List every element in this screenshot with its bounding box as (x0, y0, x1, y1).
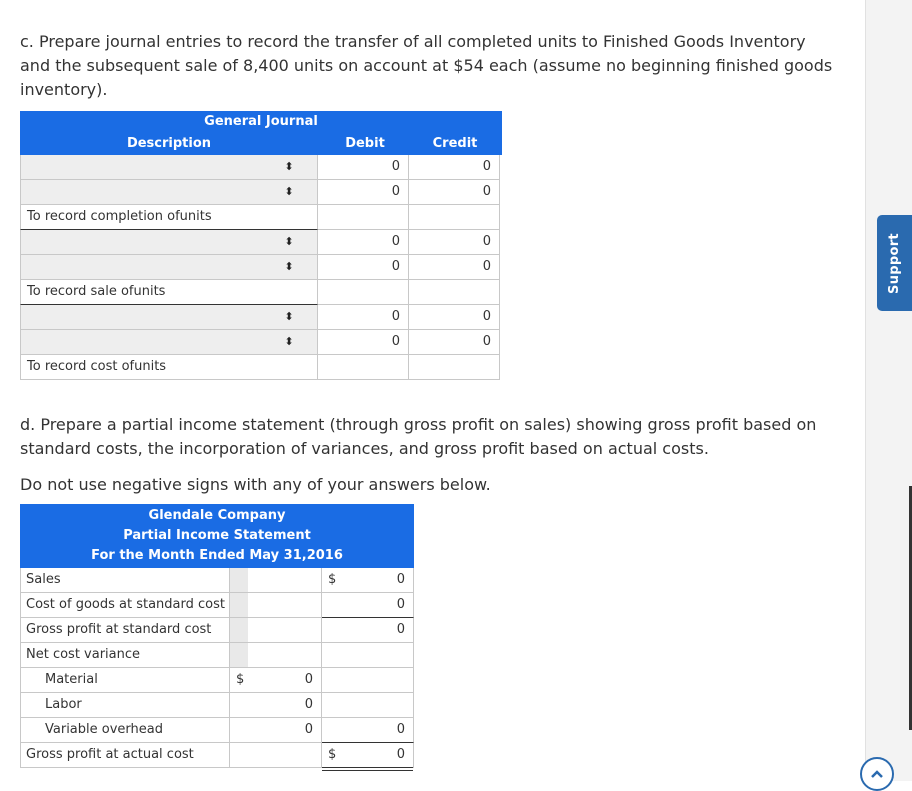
support-button[interactable] (877, 215, 912, 311)
column-debit: Debit (345, 136, 385, 151)
blank-cell (318, 205, 409, 230)
select-arrows-icon: ⬍ (284, 160, 294, 173)
label-sales: Sales (20, 568, 230, 593)
right-sidebar (866, 0, 912, 781)
blank-cell (322, 693, 414, 718)
instruction-note: Do not use negative signs with any of your answers below. (20, 475, 491, 494)
gp-standard-input[interactable] (322, 618, 414, 643)
gp-actual-input[interactable] (322, 743, 414, 768)
label-net-variance: Net cost variance (20, 643, 230, 668)
labor-input[interactable] (230, 693, 322, 718)
account-select[interactable] (20, 180, 318, 205)
variance-total-value: 0 (396, 722, 405, 737)
cogs-input[interactable] (322, 593, 414, 618)
debit-input[interactable]: 0 (318, 330, 409, 355)
row-gp-standard (20, 618, 414, 643)
question-d-text: d. Prepare a partial income statement (through gross profit on sales) showing gross profit based on standard costs, the incorporation of variances, and gross profit based on actual costs. (20, 415, 817, 458)
currency-sign: $ (236, 672, 245, 687)
chevron-up-icon[interactable] (860, 757, 894, 791)
journal-row (20, 180, 502, 205)
journal-row (20, 305, 502, 330)
label-gp-standard: Gross profit at standard cost (20, 618, 230, 643)
blank-cell (322, 668, 414, 693)
select-arrows-icon: ⬍ (284, 260, 294, 273)
column-description: Description (126, 136, 212, 151)
account-select[interactable] (20, 155, 318, 180)
account-select[interactable] (20, 305, 318, 330)
journal-title: General Journal (204, 114, 318, 129)
journal-memo-row (20, 280, 502, 305)
credit-input[interactable]: 0 (409, 305, 500, 330)
column-credit: Credit (432, 136, 478, 151)
journal-memo-row (20, 205, 502, 230)
select-arrows-icon: ⬍ (284, 310, 294, 323)
row-material (20, 668, 414, 693)
debit-input[interactable]: 0 (318, 255, 409, 280)
material-value: 0 (304, 672, 313, 687)
credit-input[interactable]: 0 (409, 155, 500, 180)
label-cogs: Cost of goods at standard cost (20, 593, 230, 618)
blank-cell (409, 355, 500, 380)
label-overhead: Variable overhead (20, 718, 230, 743)
gp-actual-value: 0 (396, 747, 405, 762)
account-select[interactable] (20, 255, 318, 280)
debit-input[interactable]: 0 (318, 155, 409, 180)
gp-standard-value: 0 (396, 622, 405, 637)
blank-cell (409, 280, 500, 305)
sales-value: 0 (396, 572, 405, 587)
company-name: Glendale Company (148, 508, 286, 523)
row-sales (20, 568, 414, 593)
blank-cell (322, 643, 414, 668)
journal-row (20, 330, 502, 355)
material-input[interactable] (230, 668, 322, 693)
general-journal-table (20, 111, 502, 380)
select-arrows-icon: ⬍ (284, 335, 294, 348)
statement-header (20, 504, 414, 568)
blank-cell (230, 643, 322, 668)
blank-cell (318, 355, 409, 380)
credit-input[interactable]: 0 (409, 255, 500, 280)
journal-row (20, 255, 502, 280)
blank-cell (230, 743, 322, 768)
question-c-text: c. Prepare journal entries to record the transfer of all completed units to Finished Goods Inventory and the subsequent sale of 8,400 units on account at $54 each (assume no beginning finished goods inventory). (20, 32, 833, 99)
row-labor (20, 693, 414, 718)
journal-row (20, 155, 502, 180)
select-arrows-icon: ⬍ (284, 235, 294, 248)
journal-memo-row (20, 355, 502, 380)
label-labor: Labor (20, 693, 230, 718)
credit-input[interactable]: 0 (409, 180, 500, 205)
statement-period: For the Month Ended May 31,2016 (91, 548, 343, 563)
account-select[interactable] (20, 230, 318, 255)
account-select[interactable] (20, 330, 318, 355)
row-net-variance (20, 643, 414, 668)
income-statement-table (20, 504, 414, 768)
journal-header (20, 111, 502, 155)
row-gp-actual (20, 743, 414, 768)
blank-cell (409, 205, 500, 230)
variance-total-input[interactable] (322, 718, 414, 743)
row-overhead (20, 718, 414, 743)
label-gp-actual: Gross profit at actual cost (20, 743, 230, 768)
label-material: Material (20, 668, 230, 693)
select-arrows-icon: ⬍ (284, 185, 294, 198)
blank-cell (318, 280, 409, 305)
currency-sign: $ (328, 572, 337, 587)
blank-cell (230, 593, 322, 618)
blank-cell (230, 568, 322, 593)
credit-input[interactable]: 0 (409, 330, 500, 355)
chevron-up-glyph (870, 769, 884, 779)
support-label: Support (887, 232, 903, 294)
credit-input[interactable]: 0 (409, 230, 500, 255)
blank-cell (230, 618, 322, 643)
memo-sale[interactable]: To record sale ofunits (20, 280, 318, 305)
currency-sign: $ (328, 747, 337, 762)
cogs-value: 0 (396, 597, 405, 612)
row-cogs (20, 593, 414, 618)
journal-row (20, 230, 502, 255)
debit-input[interactable]: 0 (318, 305, 409, 330)
memo-cost[interactable]: To record cost ofunits (20, 355, 318, 380)
statement-title: Partial Income Statement (123, 528, 311, 543)
sales-input[interactable] (322, 568, 414, 593)
overhead-input[interactable] (230, 718, 322, 743)
debit-input[interactable]: 0 (318, 180, 409, 205)
overhead-value: 0 (304, 722, 313, 737)
labor-value: 0 (304, 697, 313, 712)
memo-completion[interactable]: To record completion ofunits (20, 205, 318, 230)
debit-input[interactable]: 0 (318, 230, 409, 255)
